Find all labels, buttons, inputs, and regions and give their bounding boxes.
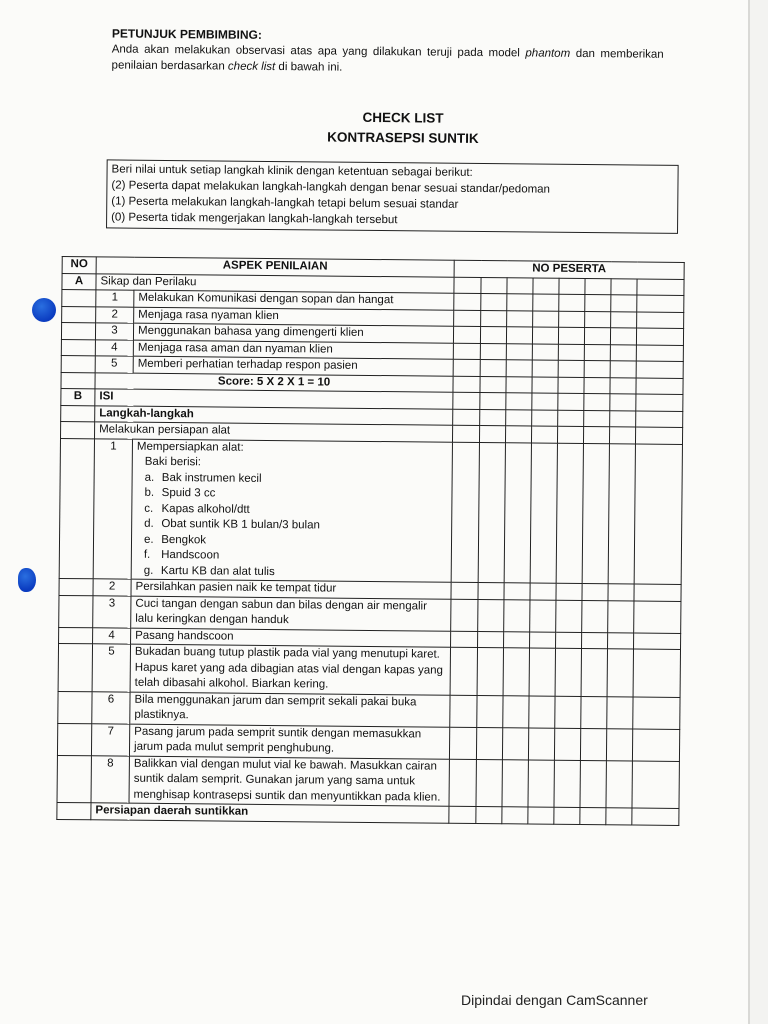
participant-score-cell[interactable] [633,696,680,728]
participant-score-cell[interactable] [610,410,636,427]
list-key: e. [143,533,154,546]
participant-score-cell[interactable] [478,442,505,583]
document-content [56,22,688,825]
participant-score-cell[interactable] [558,327,584,344]
item-number: 1 [96,290,134,307]
empty-cell [61,421,95,438]
item-text: Menggunakan bahasa yang dimengerti klien [133,323,453,343]
participant-score-cell[interactable] [453,343,480,360]
table-row [59,595,681,633]
participant-score-cell[interactable] [632,760,680,808]
empty-cell [58,643,92,691]
list-text: Bak instrumen kecil [161,471,262,485]
list-item [136,563,447,581]
list-text: Spuid 3 cc [161,486,216,500]
item-number: 2 [93,579,131,596]
instructions-part: dan memberikan penilaian berdasarkan [111,47,664,73]
item-text: Menjaga rasa aman dan nyaman klien [133,340,453,360]
participant-score-cell[interactable] [584,328,610,345]
participant-score-cell[interactable] [634,444,682,585]
step-cell [131,439,452,583]
participant-score-cell[interactable] [584,344,610,361]
instructions-phantom: phantom [525,47,571,60]
item-text: Menjaga rasa nyaman klien [134,307,454,327]
participant-score-cell[interactable] [481,310,507,327]
subsection-title: Melakukan persiapan alat [95,422,453,442]
participant-score-cell[interactable] [503,648,529,696]
table-row [59,438,682,584]
participant-score-cell[interactable] [609,427,635,444]
participant-score-cell[interactable] [554,807,580,824]
step-text: Persilahkan pasien naik ke tempat tidur [131,579,451,599]
participant-score-cell[interactable] [454,310,481,327]
participant-score-cell[interactable] [529,695,555,727]
participant-score-cell[interactable] [554,728,580,760]
participant-score-cell[interactable] [506,376,532,393]
participant-score-cell[interactable] [506,343,532,360]
participant-score-cell[interactable] [556,632,582,649]
participant-score-cell[interactable] [634,600,681,632]
empty-cell [62,306,96,323]
participant-score-cell[interactable] [451,631,478,648]
table-row [58,643,680,696]
participant-score-cell[interactable] [634,632,681,649]
participant-score-cell[interactable] [449,727,476,759]
participant-score-cell[interactable] [502,759,528,807]
participant-score-cell[interactable] [453,425,480,442]
participant-score-cell[interactable] [506,393,532,410]
participant-score-cell[interactable] [636,411,683,428]
participant-score-cell[interactable] [532,393,558,410]
participant-score-cell[interactable] [533,294,559,311]
item-number: 4 [93,627,131,644]
step-text: Pasang handscoon [131,628,451,648]
participant-score-cell[interactable] [480,409,506,426]
empty-cell [61,322,95,339]
instructions-part: Anda akan melakukan observasi atas apa yang dilakukan teruji pada model [111,43,520,60]
participant-score-cell[interactable] [453,326,480,343]
participant-score-cell[interactable] [608,584,634,601]
participant-score-cell[interactable] [532,377,558,394]
list-key: f. [143,548,151,561]
participant-score-cell[interactable] [582,600,608,632]
participant-score-cell[interactable] [558,360,584,377]
participant-score-cell[interactable] [608,632,634,649]
section-title: Sikap dan Perilaku [96,273,454,293]
participant-score-cell[interactable] [478,583,504,600]
participant-score-cell[interactable] [481,294,507,311]
participant-score-cell[interactable] [637,312,684,329]
participant-score-cell[interactable] [610,394,636,411]
participant-score-cell[interactable] [478,631,504,648]
participant-score-cell[interactable] [530,443,557,584]
participant-score-cell[interactable] [634,584,681,601]
participant-score-cell[interactable] [507,310,533,327]
empty-cell [57,723,91,755]
empty-cell [59,595,93,627]
header-aspek: ASPEK PENILAIAN [96,257,454,277]
participant-score-cell[interactable] [451,582,478,599]
section-letter: A [62,273,96,290]
item-number: 5 [92,644,130,692]
participant-score-cell[interactable] [610,377,636,394]
participant-score-cell[interactable] [636,394,683,411]
empty-cell [61,405,95,422]
participant-score-cell[interactable] [559,311,585,328]
participant-score-cell[interactable] [584,377,610,394]
participant-score-cell[interactable] [449,806,476,823]
title-line-1: CHECK LIST [362,109,444,126]
empty-cell [57,755,91,803]
participant-score-cell[interactable] [449,759,476,807]
rating-legend [106,159,679,233]
item-number: 8 [91,755,129,803]
empty-cell [57,802,91,819]
item-number: 5 [95,356,133,373]
empty-cell [61,372,95,389]
step-text: Cuci tangan dengan sabun dan bilas dengan air mengalir lalu keringkan dengan handuk [131,596,451,631]
participant-score-cell[interactable] [607,649,633,697]
participant-score-cell[interactable] [480,343,506,360]
section-letter: B [61,388,95,405]
participant-score-cell[interactable] [606,808,632,825]
participant-score-cell[interactable] [608,443,635,584]
participant-score-cell[interactable] [532,327,558,344]
item-number: 2 [96,306,134,323]
title-line-2: KONTRASEPSI SUNTIK [327,129,479,146]
participant-score-cell[interactable] [633,649,681,697]
instructions-checklist-term: check list [227,60,276,74]
participant-score-cell[interactable] [584,361,610,378]
participant-score-cell[interactable] [532,344,558,361]
participant-score-cell[interactable] [528,759,554,807]
empty-cell [62,289,96,306]
document-title [119,106,687,151]
empty-cell [59,438,94,579]
participant-score-cell[interactable] [558,344,584,361]
step-text: Bila menggunakan jarum dan semprit sekali pakai buka plastiknya. [130,692,450,727]
instructions-title: PETUNJUK PEMBIMBING: [111,26,262,42]
participant-score-cell[interactable] [558,377,584,394]
participant-score-cell[interactable] [580,728,606,760]
participant-score-cell[interactable] [480,426,506,443]
participant-score-cell[interactable] [504,583,530,600]
participant-score-cell[interactable] [507,294,533,311]
participant-score-cell[interactable] [451,599,478,631]
item-number: 1 [93,438,132,579]
list-key: d. [144,517,154,530]
step-text: Bukadan buang tutup plastik pada vial yang menutupi karet. Hapus karet yang ada dibagian atas vial dengan kapas yang telah dibasahi alkohol. Biarkan kering. [130,644,450,695]
participant-score-cell[interactable] [450,647,477,695]
participant-score-cell[interactable] [611,278,637,295]
item-number: 3 [93,595,131,627]
participant-score-cell[interactable] [610,344,636,361]
participant-score-cell[interactable] [503,695,529,727]
participant-score-cell[interactable] [476,806,502,823]
participant-score-cell[interactable] [611,295,637,312]
instructions-part: di bawah ini. [278,61,343,74]
participant-score-cell[interactable] [584,410,610,427]
checklist-table [56,256,684,825]
item-text: Melakukan Komunikasi dengan sopan dan hangat [134,290,454,310]
empty-cell [59,578,93,595]
participant-score-cell[interactable] [454,293,481,310]
participant-score-cell[interactable] [610,361,636,378]
participant-score-cell[interactable] [555,696,581,728]
participant-score-cell[interactable] [530,583,556,600]
participant-score-cell[interactable] [610,328,636,345]
step-subtitle: Baki berisi: [144,455,202,469]
participant-score-cell[interactable] [532,360,558,377]
participant-score-cell[interactable] [480,376,506,393]
participant-score-cell[interactable] [453,392,480,409]
participant-score-cell[interactable] [611,311,637,328]
participant-score-cell[interactable] [636,345,683,362]
item-number: 4 [95,339,133,356]
participant-score-cell[interactable] [507,277,533,294]
participant-score-cell[interactable] [582,632,608,649]
participant-score-cell[interactable] [636,361,683,378]
subsection-title: Persiapan daerah suntikkan [91,803,449,823]
page-edge [748,0,750,1024]
participant-score-cell[interactable] [506,327,532,344]
participant-score-cell[interactable] [636,378,683,395]
list-text: Handscoon [161,548,220,562]
participant-score-cell[interactable] [606,760,632,808]
list-text: Kartu KB dan alat tulis [160,564,275,578]
participant-score-cell[interactable] [453,376,480,393]
section-title: ISI [95,389,453,409]
rating-line: Beri nilai untuk setiap langkah klinik dengan ketentuan sebagai berikut: [111,163,473,179]
participant-score-cell[interactable] [506,409,532,426]
header-peserta: NO PESERTA [454,260,684,279]
participant-score-cell[interactable] [582,443,609,584]
participant-score-cell[interactable] [532,426,558,443]
step-text: Balikkan vial dengan mulut vial ke bawah. Masukkan cairan suntik dalam semprit. Gunakan jarum yang sama untuk menghisap kontrasepsi suntik dan menyuntikkan pada klien. [129,756,449,807]
step-text: Pasang jarum pada semprit suntik dengan memasukkan jarum pada mulut semprit penghubung. [129,724,449,759]
participant-score-cell[interactable] [558,393,584,410]
participant-score-cell[interactable] [556,443,583,584]
participant-score-cell[interactable] [450,695,477,727]
subsection-title: Langkah-langkah [95,405,453,425]
list-text: Kapas alkohol/dtt [161,502,250,516]
list-key: a. [144,471,155,484]
participant-score-cell[interactable] [533,278,559,295]
header-no: NO [62,256,96,273]
table-row [57,723,679,761]
rating-line: (0) Peserta tidak mengerjakan langkah-langkah tersebut [111,211,398,227]
empty-cell [59,627,93,644]
participant-score-cell[interactable] [557,426,583,443]
participant-score-cell[interactable] [555,648,581,696]
participant-score-cell[interactable] [636,328,683,345]
participant-score-cell[interactable] [502,727,528,759]
participant-score-cell[interactable] [453,409,480,426]
rating-line: (2) Peserta dapat melakukan langkah-langkah dengan benar sesuai standar/pedoman [111,179,551,196]
participant-score-cell[interactable] [506,360,532,377]
participant-score-cell[interactable] [607,696,633,728]
list-text: Obat suntik KB 1 bulan/3 bulan [161,517,321,532]
participant-score-cell[interactable] [559,294,585,311]
participant-score-cell[interactable] [478,599,504,631]
empty-cell [58,691,92,723]
participant-score-cell[interactable] [582,583,608,600]
participant-score-cell[interactable] [632,728,679,760]
list-key: c. [144,502,154,515]
participant-score-cell[interactable] [453,359,480,376]
participant-score-cell[interactable] [533,311,559,328]
participant-score-cell[interactable] [481,277,507,294]
participant-score-cell[interactable] [556,583,582,600]
participant-score-cell[interactable] [477,647,503,695]
item-number: 3 [95,323,133,340]
participant-score-cell[interactable] [585,311,611,328]
participant-score-cell[interactable] [581,648,607,696]
empty-cell [61,339,95,356]
participant-score-cell[interactable] [480,327,506,344]
participant-score-cell[interactable] [580,807,606,824]
list-text: Bengkok [161,533,207,546]
participant-score-cell[interactable] [632,808,679,825]
participant-score-cell[interactable] [476,759,502,807]
participant-score-cell[interactable] [476,727,502,759]
item-number: 6 [92,691,130,723]
participant-score-cell[interactable] [506,426,532,443]
table-row [57,755,679,808]
participant-score-cell[interactable] [585,278,611,295]
participant-score-cell[interactable] [585,295,611,312]
rating-line: (1) Peserta melakukan langkah-langkah tetapi belum sesuai standar [111,195,459,211]
participant-score-cell[interactable] [451,442,479,583]
participant-score-cell[interactable] [580,760,606,808]
participant-score-cell[interactable] [530,599,556,631]
participant-score-cell[interactable] [477,695,503,727]
participant-score-cell[interactable] [530,631,556,648]
participant-score-cell[interactable] [528,727,554,759]
participant-score-cell[interactable] [480,393,506,410]
participant-score-cell[interactable] [584,394,610,411]
list-key: b. [144,486,155,499]
participant-score-cell[interactable] [556,600,582,632]
participant-score-cell[interactable] [529,648,555,696]
scanner-watermark: Dipindai dengan CamScanner [461,992,648,1008]
participant-score-cell[interactable] [635,427,682,444]
empty-cell [61,355,95,372]
step-title: Mempersiapkan alat: [136,440,244,454]
participant-score-cell[interactable] [583,427,609,444]
item-text: Memberi perhatian terhadap respon pasien [133,356,453,376]
participant-score-cell[interactable] [581,696,607,728]
item-number: 7 [91,723,129,755]
participant-score-cell[interactable] [480,360,506,377]
participant-score-cell[interactable] [637,295,684,312]
participant-score-cell[interactable] [559,278,585,295]
participant-score-cell[interactable] [528,807,554,824]
participant-score-cell[interactable] [504,599,530,631]
list-key: g. [143,564,154,577]
participant-score-cell[interactable] [454,277,481,294]
participant-score-cell[interactable] [504,442,531,583]
instructions-text [112,41,664,78]
binder-hole-icon [32,298,56,322]
participant-score-cell[interactable] [558,410,584,427]
participant-score-cell[interactable] [504,631,530,648]
participant-score-cell[interactable] [608,600,634,632]
participant-score-cell[interactable] [606,728,632,760]
participant-score-cell[interactable] [637,279,684,296]
binder-hole-icon [18,568,36,592]
participant-score-cell[interactable] [502,807,528,824]
participant-score-cell[interactable] [554,760,580,808]
table-row [58,691,680,729]
participant-score-cell[interactable] [532,410,558,427]
score-text: Score: 5 X 2 X 1 = 10 [95,372,453,392]
